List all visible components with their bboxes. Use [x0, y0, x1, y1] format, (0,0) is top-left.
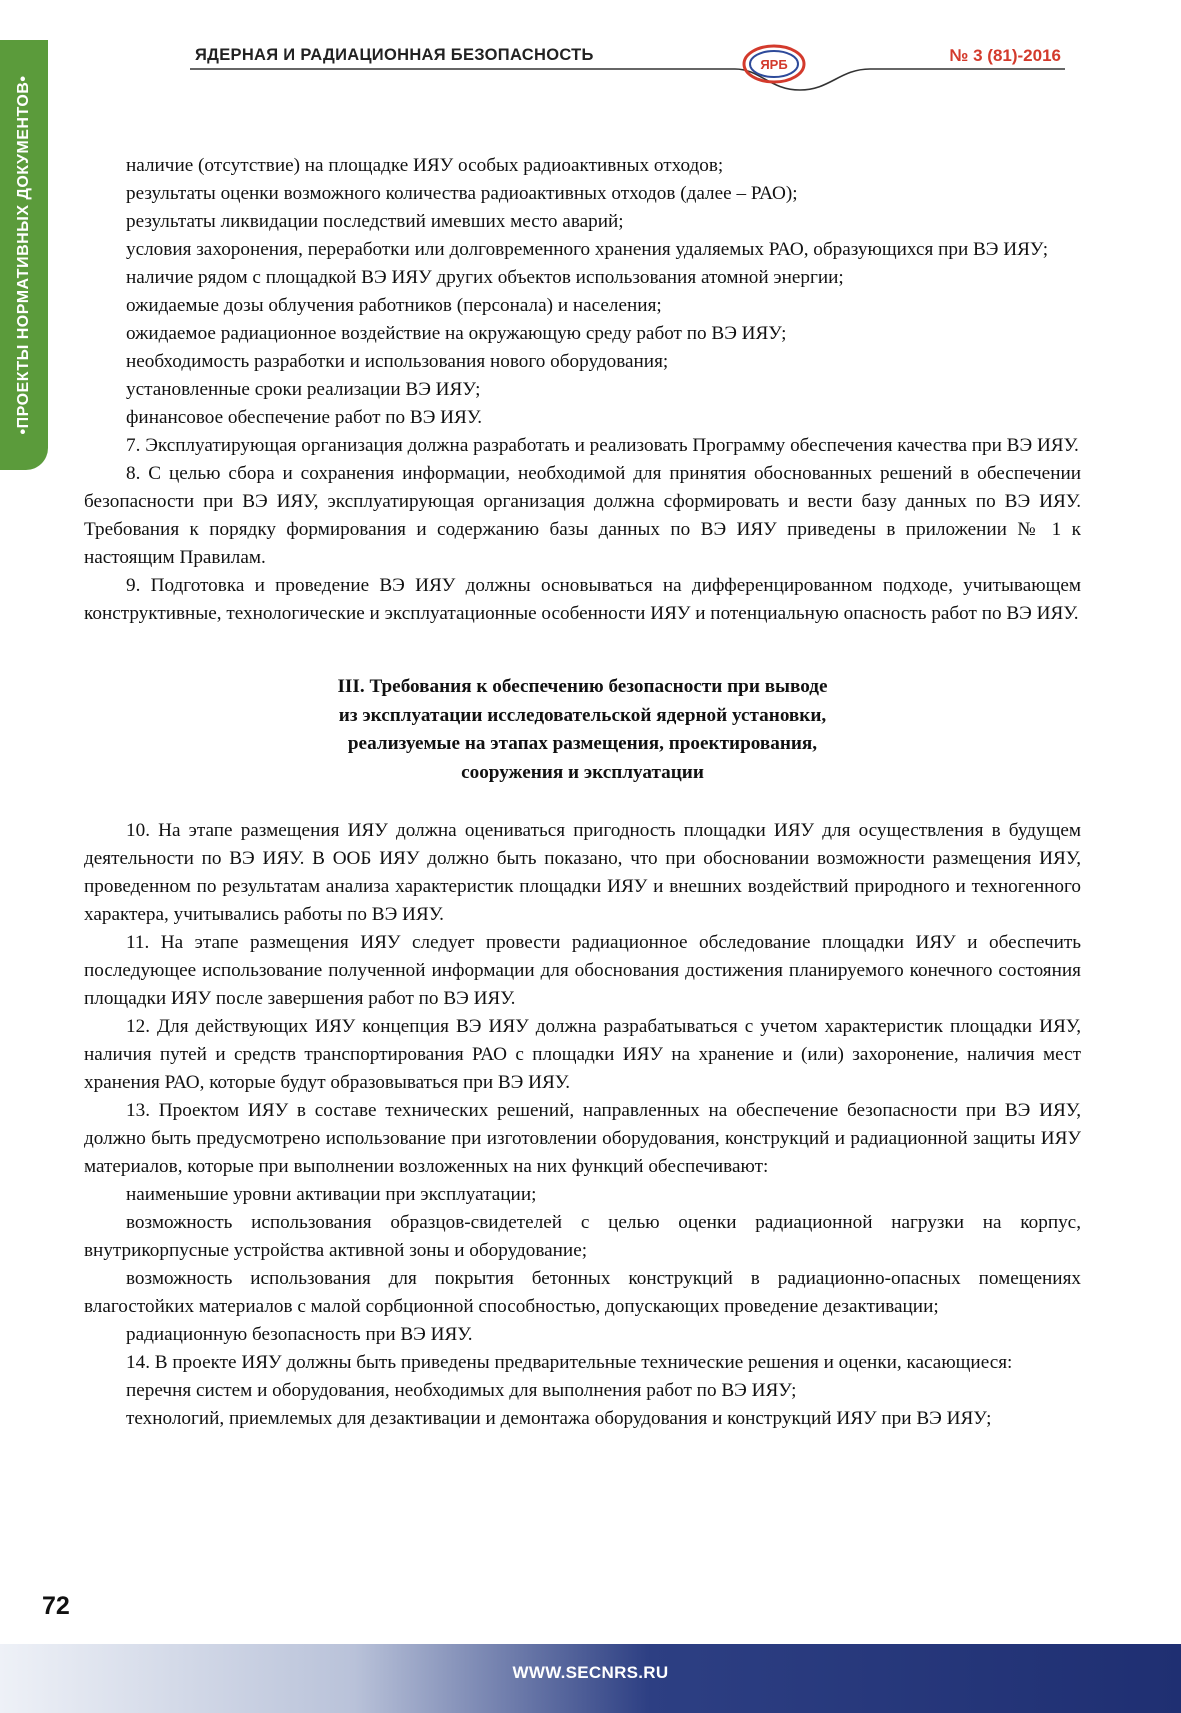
- section-side-label: •ПРОЕКТЫ НОРМАТИВНЫХ ДОКУМЕНТОВ•: [15, 75, 32, 435]
- list-item: возможность использования для покрытия бетонных конструкций в радиационно-опасных помещениях влагостойких материалов с малой сорбционной способностью, допускающих проведение дезактивации;: [84, 1268, 1081, 1317]
- list-item: ожидаемое радиационное воздействие на окружающую среду работ по ВЭ ИЯУ;: [126, 323, 787, 344]
- document-body: [84, 152, 1081, 1433]
- list-item: результаты оценки возможного количества радиоактивных отходов (далее – РАО);: [126, 183, 798, 204]
- footer-url[interactable]: WWW.SECNRS.RU: [512, 1663, 669, 1682]
- list-item: возможность использования образцов-свидетелей с целью оценки радиационной нагрузки на корпус, внутрикорпусные устройства активной зоны и оборудование;: [84, 1212, 1081, 1261]
- list-item: перечня систем и оборудования, необходимых для выполнения работ по ВЭ ИЯУ;: [126, 1380, 797, 1401]
- list-item: ожидаемые дозы облучения работников (персонала) и населения;: [126, 295, 662, 316]
- section-heading: [84, 628, 1081, 817]
- list-item: результаты ликвидации последствий имевших место аварий;: [126, 211, 624, 232]
- list-item: необходимость разработки и использования нового оборудования;: [126, 351, 669, 372]
- paragraph-11: 11. На этапе размещения ИЯУ следует провести радиационное обследование площадки ИЯУ и обеспечить последующее использование полученной информации для обоснования достижения планируемого конечного состояния площадки ИЯУ после завершения работ по ВЭ ИЯУ.: [84, 932, 1081, 1009]
- section-heading-line: сооружения и эксплуатации: [461, 761, 704, 783]
- logo-text: ЯРБ: [760, 57, 788, 72]
- paragraph-9: 9. Подготовка и проведение ВЭ ИЯУ должны основываться на дифференцированном подходе, учитывающем конструктивные, технологические и эксплуатационные особенности ИЯУ и потенциальную опасность работ по ВЭ ИЯУ.: [84, 575, 1081, 624]
- paragraph-10: 10. На этапе размещения ИЯУ должна оцениваться пригодность площадки ИЯУ для осуществления в будущем деятельности по ВЭ ИЯУ. В ООБ ИЯУ должно быть показано, что при обосновании возможности размещения ИЯУ, проведенном по результатам анализа характеристик площадки ИЯУ и внешних воздействий природного и техногенного характера, учитывались работы по ВЭ ИЯУ.: [84, 820, 1081, 925]
- section-heading-line: реализуемые на этапах размещения, проектирования,: [347, 733, 818, 754]
- section-heading-line: из эксплуатации исследовательской ядерной установки,: [338, 704, 827, 726]
- journal-logo: [740, 42, 808, 86]
- list-item: радиационную безопасность при ВЭ ИЯУ.: [126, 1324, 473, 1345]
- paragraph-7: 7. Эксплуатирующая организация должна разработать и реализовать Программу обеспечения качества при ВЭ ИЯУ.: [126, 435, 1079, 456]
- list-item: финансовое обеспечение работ по ВЭ ИЯУ.: [126, 407, 483, 428]
- list-item: наличие рядом с площадкой ВЭ ИЯУ других объектов использования атомной энергии;: [126, 267, 844, 288]
- paragraph-8: 8. С целью сбора и сохранения информации, необходимой для принятия обоснованных решений в обеспечении безопасности при ВЭ ИЯУ, эксплуатирующая организация должна сформировать и вести базу данных по ВЭ ИЯУ. Требования к порядку формирования и содержанию базы данных по ВЭ ИЯУ приведены в приложении № 1 к настоящим Правилам.: [84, 463, 1081, 568]
- list-item: условия захоронения, переработки или долговременного хранения удаляемых РАО, образующихся при ВЭ ИЯУ;: [126, 239, 1049, 260]
- list-item: наличие (отсутствие) на площадке ИЯУ особых радиоактивных отходов;: [126, 155, 724, 176]
- list-item: наименьшие уровни активации при эксплуатации;: [126, 1184, 537, 1205]
- page-number: 72: [42, 1592, 70, 1620]
- paragraph-14: 14. В проекте ИЯУ должны быть приведены предварительные технические решения и оценки, касающиеся:: [126, 1352, 1013, 1373]
- list-item: установленные сроки реализации ВЭ ИЯУ;: [126, 379, 481, 400]
- paragraph-13: 13. Проектом ИЯУ в составе технических решений, направленных на обеспечение безопасности при ВЭ ИЯУ, должно быть предусмотрено использование при изготовлении оборудования, конструкций и радиационной защиты ИЯУ материалов, которые при выполнении возложенных на них функций обеспечивают:: [84, 1100, 1081, 1177]
- journal-title: ЯДЕРНАЯ И РАДИАЦИОННАЯ БЕЗОПАСНОСТЬ: [195, 46, 594, 64]
- section-heading-line: III. Требования к обеспечению безопасности при выводе: [337, 676, 828, 697]
- paragraph-12: 12. Для действующих ИЯУ концепция ВЭ ИЯУ должна разрабатываться с учетом характеристик площадки ИЯУ, наличия путей и средств транспортирования РАО с площадки ИЯУ на хранение и (или) захоронение, наличия мест хранения РАО, которые будут образовываться при ВЭ ИЯУ.: [84, 1016, 1081, 1093]
- issue-number: № 3 (81)-2016: [949, 46, 1061, 65]
- list-item: технологий, приемлемых для дезактивации и демонтажа оборудования и конструкций ИЯУ при ВЭ ИЯУ;: [126, 1408, 992, 1429]
